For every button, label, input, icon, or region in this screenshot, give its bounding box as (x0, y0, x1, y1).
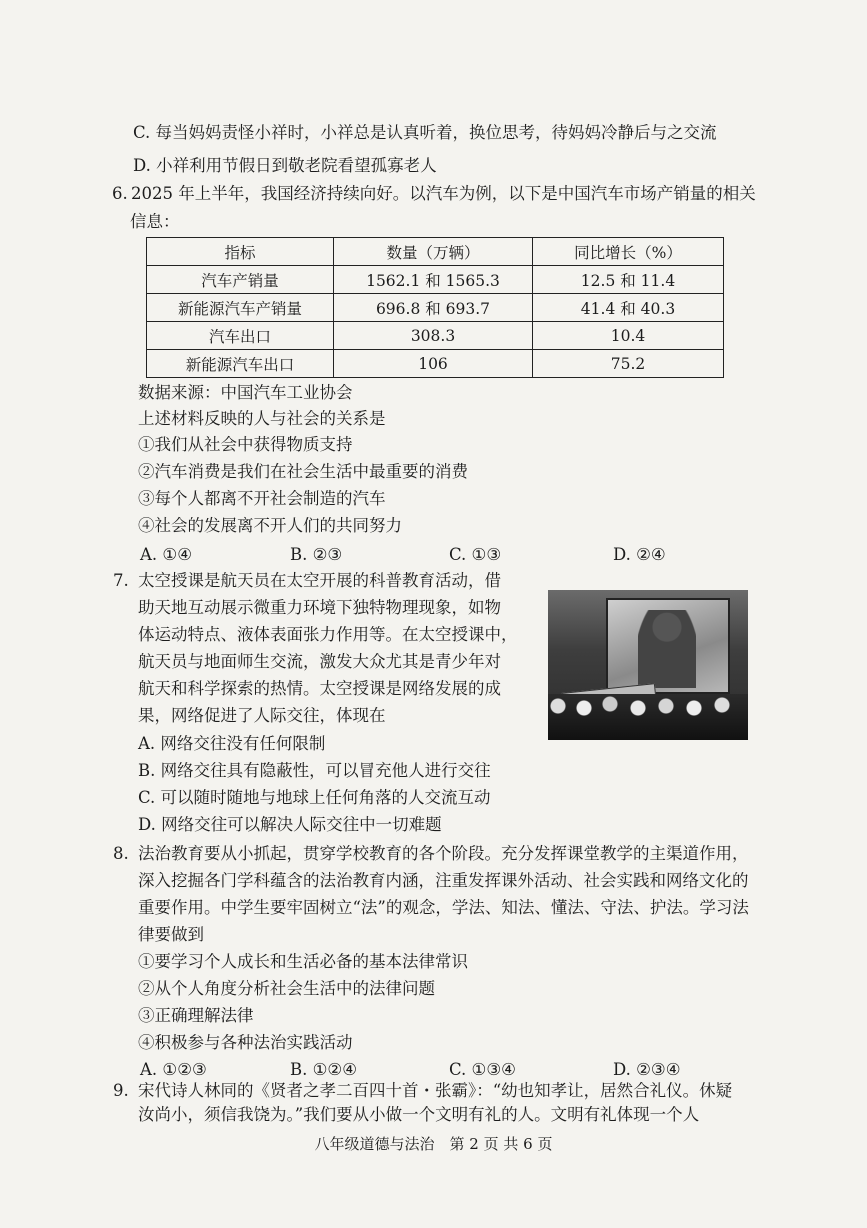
table-cell: 308.3 (334, 322, 533, 350)
table-cell: 696.8 和 693.7 (334, 294, 533, 322)
q7-line-1: 太空授课是航天员在太空开展的科普教育活动，借 (138, 571, 501, 590)
broadcast-screen (606, 598, 730, 694)
q6-question: 上述材料反映的人与社会的关系是 (138, 409, 386, 428)
space-lecture-photo (548, 590, 748, 740)
q8-line-1: 法治教育要从小抓起，贯穿学校教育的各个阶段。充分发挥课堂教学的主渠道作用， (138, 844, 749, 863)
q7-option-b: B. 网络交往具有隐蔽性，可以冒充他人进行交往 (138, 761, 491, 780)
table-header-cell: 同比增长（%） (533, 238, 724, 266)
q8-item-2: ②从个人角度分析社会生活中的法律问题 (138, 979, 435, 998)
q8-option-d: D. ②③④ (613, 1060, 681, 1079)
table-row (147, 294, 724, 322)
table-cell: 汽车产销量 (147, 266, 334, 294)
q7-option-a: A. 网络交往没有任何限制 (138, 734, 326, 753)
q8-number: 8. (113, 844, 129, 863)
table-row (147, 266, 724, 294)
q6-stem-line1: 2025 年上半年，我国经济持续向好。以汽车为例，以下是中国汽车市场产销量的相关 (131, 184, 756, 203)
q8-option-b: B. ①②④ (290, 1060, 357, 1079)
q7-line-5: 航天和科学探索的热情。太空授课是网络发展的成 (138, 679, 501, 698)
table-cell: 12.5 和 11.4 (533, 266, 724, 294)
table-header-cell: 数量（万辆） (334, 238, 533, 266)
q8-item-1: ①要学习个人成长和生活必备的基本法律常识 (138, 952, 468, 971)
table-row (147, 322, 724, 350)
q8-option-c: C. ①③④ (449, 1060, 516, 1079)
table-cell: 10.4 (533, 322, 724, 350)
q7-line-2: 助天地互动展示微重力环境下独特物理现象，如物 (138, 598, 501, 617)
q5-option-d: D. 小祥利用节假日到敬老院看望孤寡老人 (133, 156, 437, 175)
table-cell: 新能源汽车产销量 (147, 294, 334, 322)
q6-option-a: A. ①④ (140, 545, 192, 564)
q7-line-3: 体运动特点、液体表面张力作用等。在太空授课中， (138, 625, 518, 644)
table-cell: 汽车出口 (147, 322, 334, 350)
q9-line-1: 宋代诗人林同的《贤者之孝二百四十首・张霸》：“幼也知孝让，居然合礼仪。休疑 (138, 1081, 733, 1100)
q6-item-3: ③每个人都离不开社会制造的汽车 (138, 489, 386, 508)
q8-item-4: ④积极参与各种法治实践活动 (138, 1033, 353, 1052)
q7-line-6: 果，网络促进了人际交往，体现在 (138, 706, 386, 725)
q8-line-4: 律要做到 (138, 925, 204, 944)
table-cell: 41.4 和 40.3 (533, 294, 724, 322)
q8-line-2: 深入挖掘各门学科蕴含的法治教育内涵，注重发挥课外活动、社会实践和网络文化的 (138, 871, 749, 890)
q7-line-4: 航天员与地面师生交流，激发大众尤其是青少年对 (138, 652, 501, 671)
q6-option-d: D. ②④ (613, 545, 666, 564)
q6-item-2: ②汽车消费是我们在社会生活中最重要的消费 (138, 462, 468, 481)
table-cell: 106 (334, 350, 533, 378)
table-header-cell: 指标 (147, 238, 334, 266)
q6-number: 6. (112, 184, 128, 203)
astronaut-figure (638, 610, 696, 688)
q7-number: 7. (113, 571, 129, 590)
table-header-row (147, 238, 724, 266)
page-footer: 八年级道德与法治 第 2 页 共 6 页 (314, 1135, 553, 1153)
q6-option-b: B. ②③ (290, 545, 343, 564)
q6-source: 数据来源：中国汽车工业协会 (138, 383, 353, 402)
audience-crowd (548, 694, 748, 740)
q6-item-1: ①我们从社会中获得物质支持 (138, 435, 353, 454)
q8-line-3: 重要作用。中学生要牢固树立“法”的观念，学法、知法、懂法、守法、护法。学习法 (138, 898, 749, 917)
q5-option-c: C. 每当妈妈责怪小祥时，小祥总是认真听着，换位思考，待妈妈冷静后与之交流 (133, 123, 717, 142)
q7-option-c: C. 可以随时随地与地球上任何角落的人交流互动 (138, 788, 491, 807)
q6-stem-line2: 信息： (130, 212, 180, 231)
q8-option-a: A. ①②③ (140, 1060, 207, 1079)
table-cell: 1562.1 和 1565.3 (334, 266, 533, 294)
q8-item-3: ③正确理解法律 (138, 1006, 254, 1025)
q9-line-2: 汝尚小，须信我饶为。”我们要从小做一个文明有礼的人。文明有礼体现一个人 (138, 1105, 700, 1124)
q7-option-d: D. 网络交往可以解决人际交往中一切难题 (138, 815, 442, 834)
table-cell: 新能源汽车出口 (147, 350, 334, 378)
table-row (147, 350, 724, 378)
q6-data-table (146, 237, 724, 378)
q9-number: 9. (113, 1081, 129, 1100)
q6-option-c: C. ①③ (449, 545, 502, 564)
q6-item-4: ④社会的发展离不开人们的共同努力 (138, 516, 402, 535)
table-cell: 75.2 (533, 350, 724, 378)
